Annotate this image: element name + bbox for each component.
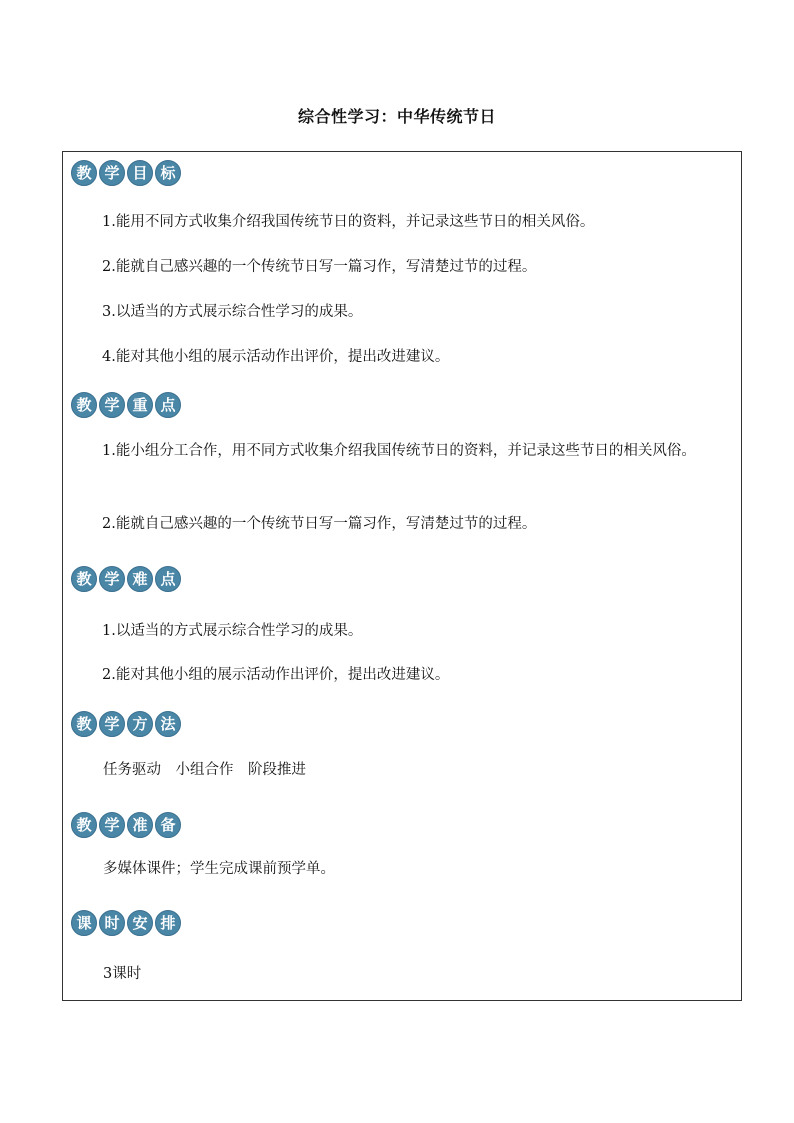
badge-char: 时 bbox=[99, 910, 125, 936]
badge-char: 课 bbox=[71, 910, 97, 936]
badge-char: 教 bbox=[71, 812, 97, 838]
key-point-item: 1.能小组分工合作，用不同方式收集介绍我国传统节日的资料，并记录这些节日的相关风俗。 bbox=[102, 443, 696, 459]
badge-char: 点 bbox=[155, 392, 181, 418]
badge-char: 法 bbox=[155, 711, 181, 737]
badge-char: 点 bbox=[155, 566, 181, 592]
schedule-text: 3课时 bbox=[103, 966, 142, 982]
badge-char: 学 bbox=[99, 711, 125, 737]
badge-char: 备 bbox=[155, 812, 181, 838]
badge-char: 准 bbox=[127, 812, 153, 838]
methods-text: 任务驱动 小组合作 阶段推进 bbox=[103, 762, 306, 778]
lesson-plan-box bbox=[62, 151, 742, 1001]
section-badge-key-points bbox=[71, 392, 181, 418]
objective-item: 3.以适当的方式展示综合性学习的成果。 bbox=[102, 304, 363, 320]
objective-item: 4.能对其他小组的展示活动作出评价，提出改进建议。 bbox=[102, 349, 450, 365]
difficulty-item: 2.能对其他小组的展示活动作出评价，提出改进建议。 bbox=[102, 667, 450, 683]
badge-char: 教 bbox=[71, 711, 97, 737]
badge-char: 重 bbox=[127, 392, 153, 418]
badge-char: 安 bbox=[127, 910, 153, 936]
badge-char: 教 bbox=[71, 160, 97, 186]
objective-item: 1.能用不同方式收集介绍我国传统节日的资料，并记录这些节日的相关风俗。 bbox=[102, 214, 595, 230]
badge-char: 学 bbox=[99, 812, 125, 838]
section-badge-difficulties bbox=[71, 566, 181, 592]
page-title: 综合性学习：中华传统节日 bbox=[297, 107, 496, 126]
badge-char: 难 bbox=[127, 566, 153, 592]
badge-char: 教 bbox=[71, 566, 97, 592]
section-badge-objectives bbox=[71, 160, 181, 186]
section-badge-schedule bbox=[71, 910, 181, 936]
section-badge-preparation bbox=[71, 812, 181, 838]
objective-item: 2.能就自己感兴趣的一个传统节日写一篇习作，写清楚过节的过程。 bbox=[102, 259, 537, 275]
section-badge-methods bbox=[71, 711, 181, 737]
preparation-text: 多媒体课件；学生完成课前预学单。 bbox=[103, 861, 335, 877]
badge-char: 学 bbox=[99, 566, 125, 592]
badge-char: 标 bbox=[155, 160, 181, 186]
badge-char: 学 bbox=[99, 160, 125, 186]
badge-char: 教 bbox=[71, 392, 97, 418]
badge-char: 排 bbox=[155, 910, 181, 936]
difficulty-item: 1.以适当的方式展示综合性学习的成果。 bbox=[102, 623, 363, 639]
badge-char: 方 bbox=[127, 711, 153, 737]
key-point-item: 2.能就自己感兴趣的一个传统节日写一篇习作，写清楚过节的过程。 bbox=[102, 516, 537, 532]
badge-char: 学 bbox=[99, 392, 125, 418]
badge-char: 目 bbox=[127, 160, 153, 186]
